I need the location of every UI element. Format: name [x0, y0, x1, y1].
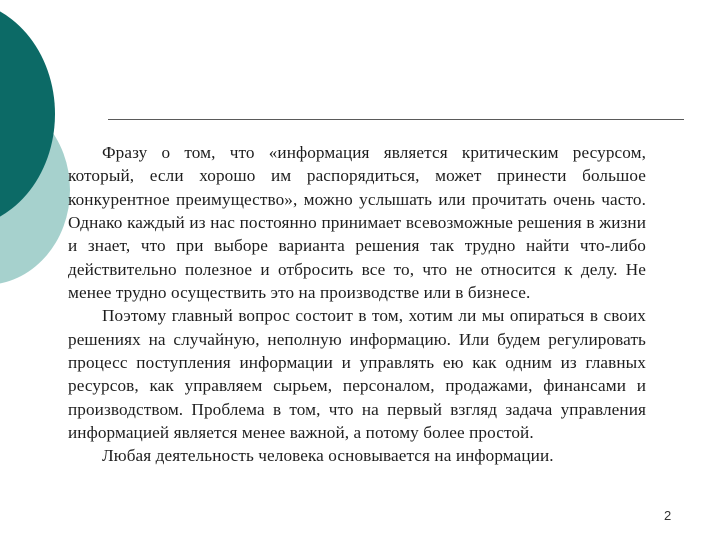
page-number: 2 — [664, 508, 672, 523]
paragraph-3: Любая деятельность человека основывается на информации. — [102, 446, 554, 466]
body-text-block — [68, 141, 646, 468]
paragraph-1: Фразу о том, что «информация является критическим ресурсом, который, если хорошо им распорядиться, может принести большое конкурентное преимущество», можно услышать или прочитать очень часто. Однако каждый из нас постоянно принимает всевозможные решения в жизни и знает, что при выборе варианта решения так трудно найти что-либо действительно полезное и отбросить все то, что не относится к делу. Не менее трудно осуществить это на производстве или в бизнесе. — [68, 143, 646, 303]
title-divider-line — [108, 119, 684, 120]
paragraph-2: Поэтому главный вопрос состоит в том, хотим ли мы опираться в своих решениях на случайную, неполную информацию. Или будем регулировать процесс поступления информации и управлять ею как одним из главных ресурсов, как управляем сырьем, персоналом, продажами, финансами и производством. Проблема в том, что на первый взгляд задача управления информацией является менее важной, а потому более простой. — [68, 306, 646, 443]
